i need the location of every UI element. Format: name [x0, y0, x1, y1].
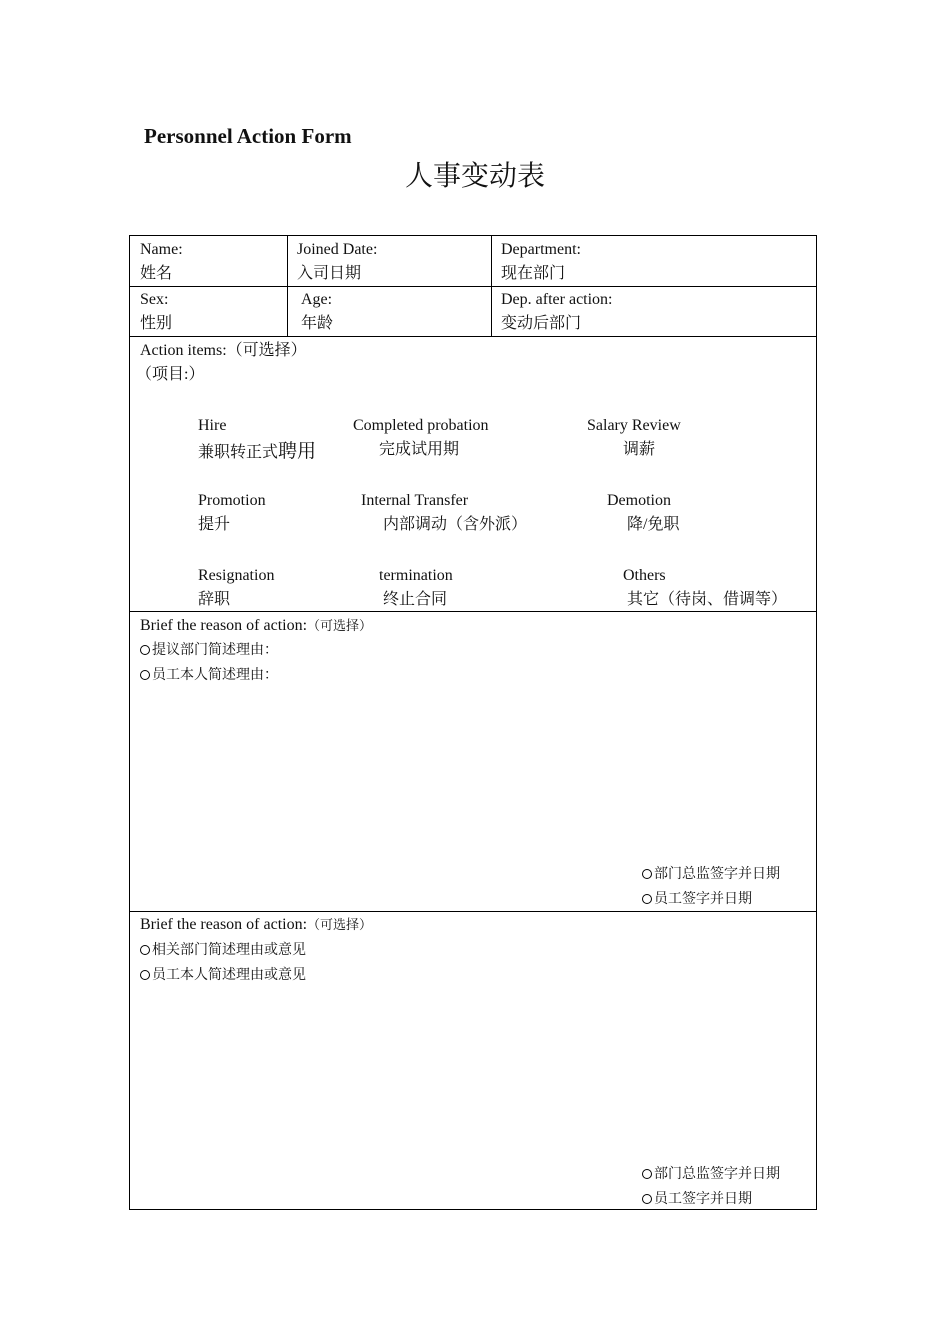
circle-icon	[642, 869, 652, 879]
reason2-line2[interactable]	[140, 969, 306, 983]
option-internal-transfer-en: Internal Transfer	[361, 492, 469, 509]
reason2-director-sign-text: 部门总监签字并日期	[654, 1167, 780, 1182]
reason2-employee-sign[interactable]	[642, 1193, 752, 1207]
reason1-director-sign[interactable]	[642, 868, 780, 882]
row-divider	[130, 336, 816, 337]
reason2-line1[interactable]	[140, 944, 306, 958]
option-termination-zh: 终止合同	[383, 591, 448, 608]
circle-icon	[140, 970, 150, 980]
reason2-label	[140, 917, 372, 933]
column-divider	[287, 236, 288, 336]
option-completed-probation-en: Completed probation	[353, 417, 489, 434]
option-hire-zh-b: 聘用	[278, 441, 317, 462]
action-items-label: Action items:（可选择）	[140, 342, 307, 359]
age-label-zh: 年龄	[301, 315, 334, 332]
joined-date-label: Joined Date:	[297, 241, 378, 258]
reason2-employee-sign-text: 员工签字并日期	[654, 1192, 752, 1207]
reason2-label-en: Brief the reason of action:	[140, 916, 308, 933]
sex-label: Sex:	[140, 291, 169, 308]
circle-icon	[642, 1169, 652, 1179]
option-salary-review-en: Salary Review	[587, 417, 681, 434]
column-divider	[491, 236, 492, 336]
circle-icon	[642, 894, 652, 904]
row-divider	[130, 286, 816, 287]
reason1-line2[interactable]	[140, 669, 278, 683]
option-others-en: Others	[623, 567, 666, 584]
reason2-line1-text: 相关部门简述理由或意见	[152, 943, 306, 958]
dep-after-label-zh: 变动后部门	[501, 315, 582, 332]
option-promotion-en: Promotion	[198, 492, 266, 509]
option-resignation-zh: 辞职	[198, 591, 231, 608]
option-hire-zh-a: 兼职转正式	[198, 444, 279, 461]
reason1-employee-sign-text: 员工签字并日期	[654, 892, 752, 907]
circle-icon	[140, 670, 150, 680]
name-label-zh: 姓名	[140, 265, 173, 282]
reason2-director-sign[interactable]	[642, 1168, 780, 1182]
option-demotion-en: Demotion	[607, 492, 671, 509]
circle-icon	[642, 1194, 652, 1204]
department-label: Department:	[501, 241, 581, 258]
form-title-zh: 人事变动表	[404, 161, 545, 192]
reason2-label-zh: （可选择）	[307, 917, 373, 932]
age-label: Age:	[301, 291, 333, 308]
name-label: Name:	[140, 241, 183, 258]
option-resignation-en: Resignation	[198, 567, 275, 584]
reason1-director-sign-text: 部门总监签字并日期	[654, 867, 780, 882]
option-salary-review-zh: 调薪	[623, 441, 656, 458]
department-label-zh: 现在部门	[501, 265, 566, 282]
reason1-label	[140, 618, 372, 634]
option-others-zh: 其它（待岗、借调等）	[627, 591, 788, 608]
sex-label-zh: 性别	[140, 315, 173, 332]
row-divider	[130, 911, 816, 912]
action-items-sub: （项目:）	[136, 366, 205, 383]
row-divider	[130, 611, 816, 612]
circle-icon	[140, 945, 150, 955]
option-completed-probation-zh: 完成试用期	[379, 441, 460, 458]
form-title-en: Personnel Action Form	[144, 124, 352, 148]
personnel-action-table	[129, 235, 817, 1210]
joined-date-label-zh: 入司日期	[297, 265, 362, 282]
option-hire-zh	[198, 442, 316, 461]
dep-after-label: Dep. after action:	[501, 291, 613, 308]
reason1-line2-text: 员工本人简述理由：	[152, 668, 278, 683]
option-promotion-zh: 提升	[198, 516, 231, 533]
reason1-label-zh: （可选择）	[307, 618, 373, 633]
circle-icon	[140, 645, 150, 655]
option-termination-en: termination	[379, 567, 453, 584]
reason1-line1[interactable]	[140, 644, 278, 658]
reason1-label-en: Brief the reason of action:	[140, 617, 308, 634]
option-demotion-zh: 降/免职	[627, 516, 680, 533]
option-hire-en: Hire	[198, 417, 227, 434]
option-internal-transfer-zh: 内部调动（含外派）	[383, 516, 528, 533]
reason1-employee-sign[interactable]	[642, 893, 752, 907]
reason2-line2-text: 员工本人简述理由或意见	[152, 968, 306, 983]
reason1-line1-text: 提议部门简述理由：	[152, 643, 278, 658]
